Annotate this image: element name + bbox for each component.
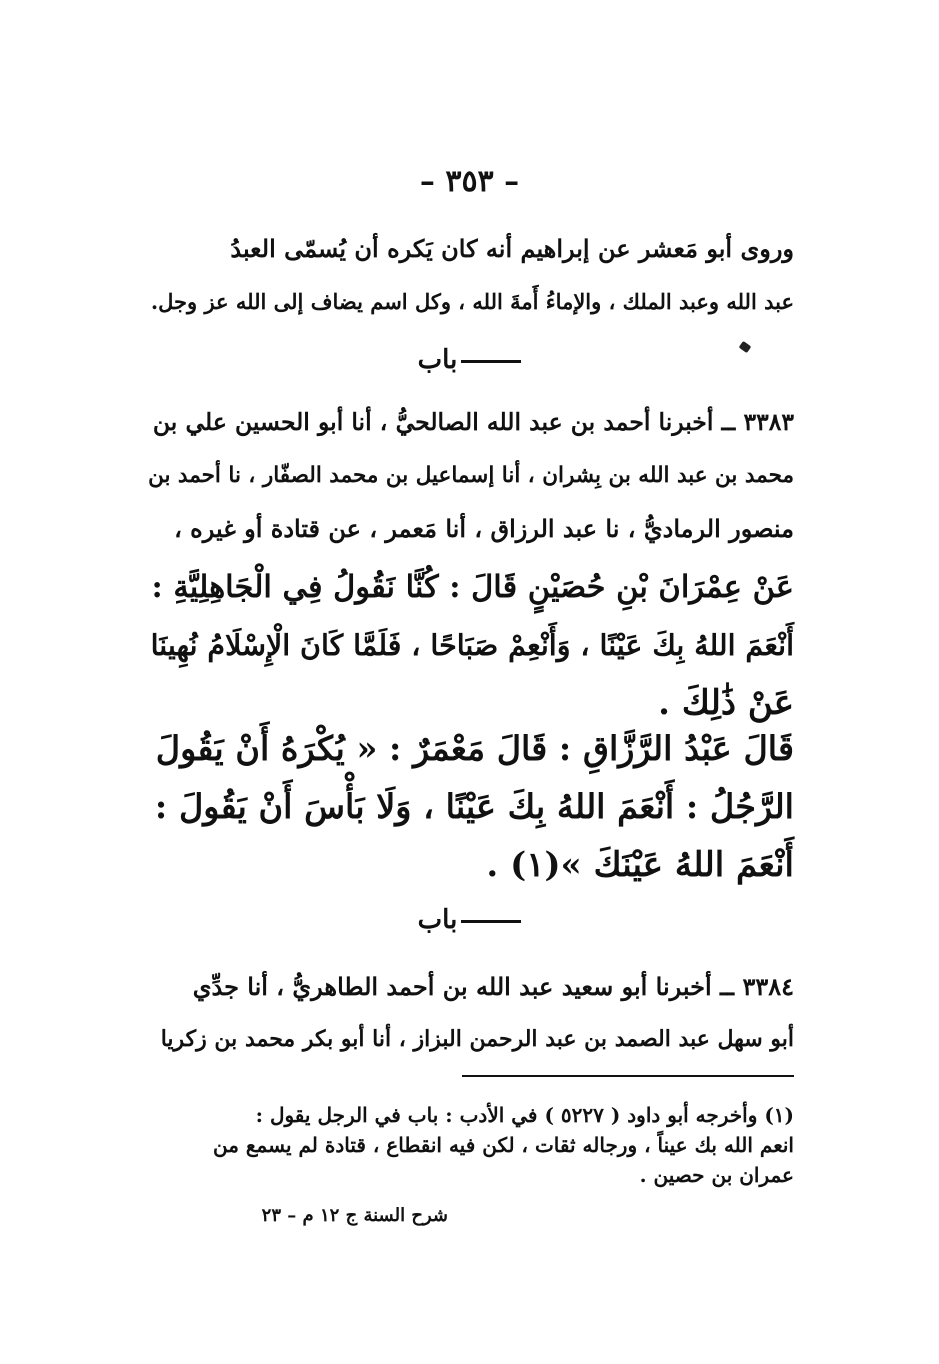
- commentary-line: أَنْعَمَ اللهُ عَيْنَكَ »(١) .: [486, 845, 794, 885]
- isnad-paragraph-3383: [148, 396, 794, 555]
- heading-flourish: [461, 920, 521, 923]
- intro-line: عبد الله وعبد الملك ، والإماءُ أَمةَ الله ، وكل اسم يضاف إلى الله عز وجل.: [150, 289, 794, 314]
- isnad-line: أبو سهل عبد الصمد بن عبد الرحمن البزاز ، أنا أبو بكر محمد بن زكريا: [160, 1026, 794, 1052]
- volume-signature: شرح السنة ج ١٢ م – ٢٣: [261, 1205, 448, 1226]
- heading-flourish: [461, 360, 521, 363]
- isnad-paragraph-3384: [148, 960, 794, 1066]
- section-heading-text: باب: [417, 345, 458, 375]
- footnote-line: انعم الله بك عيناً ، ورجاله ثقات ، لكن فيه انقطاع ، قتادة لم يسمع من: [213, 1133, 794, 1157]
- page-number: – ٣٥٣ –: [419, 164, 520, 199]
- footnote-separator: [462, 1075, 794, 1077]
- intro-line: وروى أبو مَعشر عن إبراهيم أنه كان يَكره أن يُسمّى العبدُ: [230, 234, 794, 263]
- hadith-line: عَنْ ذَٰلِكَ .: [658, 683, 794, 723]
- hadith-line: عَنْ عِمْرَانَ بْنِ حُصَيْنٍ قَالَ : كُنَّا نَقُولُ فِي الْجَاهِلِيَّةِ :: [151, 569, 794, 605]
- footnote: [148, 1100, 794, 1190]
- commentary-line: الرَّجُلُ : أَنْعَمَ اللهُ بِكَ عَيْنًا ، وَلَا بَأْسَ أَنْ يَقُولَ :: [154, 787, 794, 826]
- hadith-line: أَنْعَمَ اللهُ بِكَ عَيْنًا ، وَأَنْعِمْ صَبَاحًا ، فَلَمَّا كَانَ الْإِسْلَامُ نُهِينَا: [150, 628, 794, 662]
- section-heading: [0, 905, 939, 935]
- section-heading: [0, 345, 939, 375]
- intro-paragraph: [148, 222, 794, 328]
- footnote-line: عمران بن حصين .: [639, 1163, 794, 1187]
- commentary-line: قَالَ عَبْدُ الرَّزَّاقِ : قَالَ مَعْمَرٌ : « يُكْرَهُ أَنْ يَقُولَ: [155, 729, 794, 768]
- isnad-line: ٣٣٨٤ ــ أخبرنا أبو سعيد عبد الله بن أحمد الطاهريُّ ، أنا جدِّي: [192, 972, 794, 1001]
- footnote-line: (١) وأخرجه أبو داود ( ٥٢٢٧ ) في الأدب : باب في الرجل يقول :: [255, 1103, 794, 1127]
- commentary-text: [148, 720, 794, 894]
- section-heading-text: باب: [417, 905, 458, 935]
- hadith-text: [148, 558, 794, 732]
- isnad-line: ٣٣٨٣ ــ أخبرنا أحمد بن عبد الله الصالحيُّ ، أنا أبو الحسين علي بن: [152, 408, 794, 436]
- isnad-line: محمد بن عبد الله بن بِشران ، أنا إسماعيل بن محمد الصفّار ، نا أحمد بن: [148, 463, 794, 488]
- isnad-line: منصور الرماديُّ ، نا عبد الرزاق ، أنا مَعمر ، عن قتادة أو غيره ،: [174, 514, 794, 543]
